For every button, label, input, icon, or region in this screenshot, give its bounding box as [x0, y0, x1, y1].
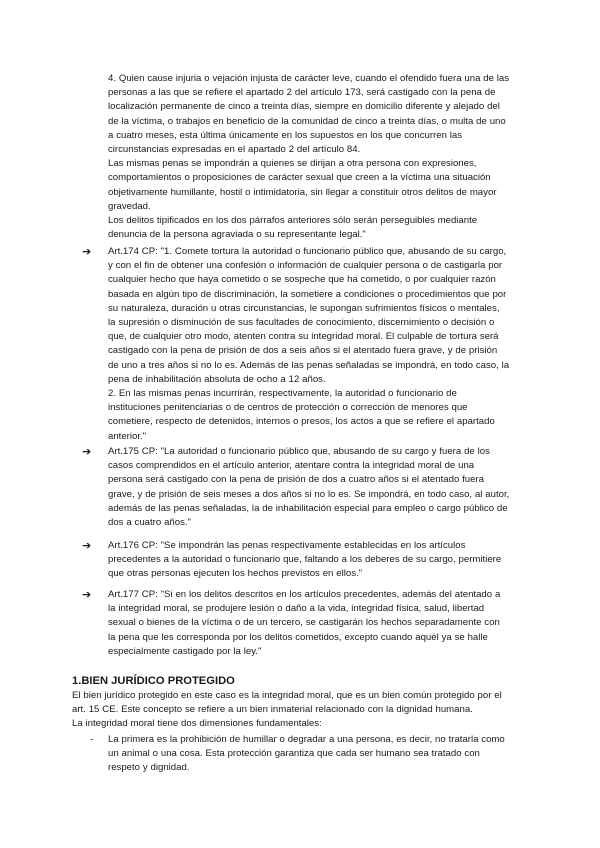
text-line: 4. Quien cause injuria o vejación injusta de carácter leve, cuando el ofendido fuera una de las	[108, 73, 510, 84]
text-line: cometiere, respecto de detenidos, internos o presos, los actos a que se refiere el apartado	[108, 416, 495, 428]
text-line: basada en algún tipo de discriminación, la sometiere a condiciones o procedimientos que por	[108, 288, 507, 300]
text-line: de uno a tres años si no lo es. Además de las penas señaladas se impondrá, en todo caso, la	[108, 359, 510, 371]
text-line: Los delitos tipificados en los dos párrafos anteriores sólo serán perseguibles mediante	[108, 215, 478, 227]
text-line: de la víctima, o trabajos en beneficio de la comunidad de cinco a treinta días, o multa de uno	[108, 115, 506, 127]
text-line: gravedad.	[108, 200, 151, 212]
text-line: La integridad moral tiene dos dimensiones fundamentales:	[72, 718, 322, 730]
text-line: La primera es la prohibición de humillar o degradar a una persona, es decir, no tratarla como	[108, 734, 505, 745]
text-line: circunstancias expresadas en el apartado 2 del artículo 84.	[108, 144, 361, 156]
text-line: anterior."	[108, 430, 147, 442]
text-line: objetivamente humillante, hostil o intimidatoria, sin llegar a constituir otros delitos de mayor	[108, 186, 497, 198]
text-line: pena de inhabilitación absoluta de ocho a 12 años.	[108, 373, 326, 385]
text-line: art. 15 CE. Este concepto se refiere a un bien inmaterial relacionado con la dignidad humana.	[72, 704, 473, 716]
text-line: Art.174 CP: "1. Comete tortura la autoridad o funcionario público que, abusando de su cargo,	[108, 246, 507, 257]
text-line: 2. En las mismas penas incurrirán, respectivamente, la autoridad o funcionario de	[108, 388, 457, 400]
text-line: respeto y dignidad.	[108, 762, 190, 774]
text-line: El bien jurídico protegido en este caso es la integridad moral, que es un bien común protegido por el	[72, 690, 502, 701]
text-line: grave, y de prisión de seis meses a dos años si no lo es. Se impondrá, en todo caso, al autor,	[108, 488, 510, 500]
art173-continuation	[108, 72, 528, 242]
text-line: denuncia de la persona agraviada o su representante legal."	[108, 229, 366, 241]
text-line: precedentes a la autoridad o funcionario que, faltando a los deberes de su cargo, permitiere	[108, 554, 502, 566]
text-line: a cuatro meses, esta última únicamente en los supuestos en los que concurren las	[108, 129, 463, 141]
text-line: personas a las que se refiere el apartado 2 del artículo 173, será castigado con la pena de	[108, 87, 496, 99]
text-line: comportamientos o proposiciones de carácter sexual que creen a la víctima una situación	[108, 172, 491, 184]
text-line: la supresión o disminución de sus facultades de conocimiento, discernimiento o decisión o	[108, 317, 495, 329]
text-line: cualquier hecho que haya cometido o se sospeche que ha cometido, o por cualquier razón	[108, 274, 496, 286]
section1-body	[72, 689, 542, 732]
text-line: y con el fin de obtener una confesión o información de cualquier persona o de castigarla por	[108, 260, 503, 272]
art174-text	[108, 245, 528, 444]
text-line: localización permanente de cinco a treinta días, siempre en domicilio diferente y alejado del	[108, 101, 500, 113]
text-line: castigado con la pena de prisión de dos a seis años si el atentado fuera grave, y de prisión	[108, 345, 498, 357]
text-line: dos a cuatro años."	[108, 517, 191, 529]
text-line: sexual o bienes de la víctima o de un tercero, se castigarán los hechos separadamente con	[108, 617, 500, 629]
text-line: Las mismas penas se impondrán a quienes se dirijan a otra persona con expresiones,	[108, 158, 477, 170]
text-line: que otras personas ejecuten los hechos previstos en ellos."	[108, 568, 363, 580]
text-line: la integridad moral, se produjere lesión o daño a la vida, integridad física, salud, libertad	[108, 603, 485, 615]
art176-text	[108, 539, 528, 582]
text-line: su naturaleza, duración u otras circunstancias, le supongan sufrimientos físicos o mentales,	[108, 302, 500, 314]
right-arrow-icon: ➔	[82, 445, 92, 458]
text-line: que, de cualquier otro modo, atenten contra su integridad moral. El culpable de tortura será	[108, 331, 499, 343]
text-line: Art.175 CP: "La autoridad o funcionario público que, abusando de su cargo y fuera de los	[108, 446, 490, 457]
text-line: instituciones penitenciarias o de centros de protección o corrección de menores que	[108, 402, 468, 414]
section-heading: 1.BIEN JURÍDICO PROTEGIDO	[72, 675, 235, 687]
right-arrow-icon: ➔	[82, 588, 92, 601]
right-arrow-icon: ➔	[82, 245, 92, 258]
right-arrow-icon: ➔	[82, 539, 92, 552]
text-line: persona será castigado con la pena de prisión de dos a cuatro años si el atentado fuera	[108, 474, 485, 486]
text-line: un animal o una cosa. Esta protección garantiza que cada ser humano sea tratado con	[108, 748, 480, 760]
art177-text	[108, 588, 528, 659]
text-line: especialmente castigado por la ley."	[108, 645, 262, 657]
list-item-text	[108, 733, 528, 776]
text-line: casos comprendidos en el artículo anterior, atentare contra la integridad moral de una	[108, 460, 475, 472]
art175-text	[108, 445, 528, 530]
text-line: Art.176 CP: "Se impondrán las penas respectivamente establecidas en los artículos	[108, 540, 466, 551]
text-line: la pena que les corresponda por los delitos cometidos, excepto cuando aquél ya se halle	[108, 631, 488, 643]
text-line: Art.177 CP: "Si en los delitos descritos en los artículos precedentes, además del atentado a	[108, 589, 501, 600]
text-line: además de las penas señaladas, la de inhabilitación especial para empleo o cargo público de	[108, 502, 508, 514]
list-dash: -	[90, 734, 94, 745]
